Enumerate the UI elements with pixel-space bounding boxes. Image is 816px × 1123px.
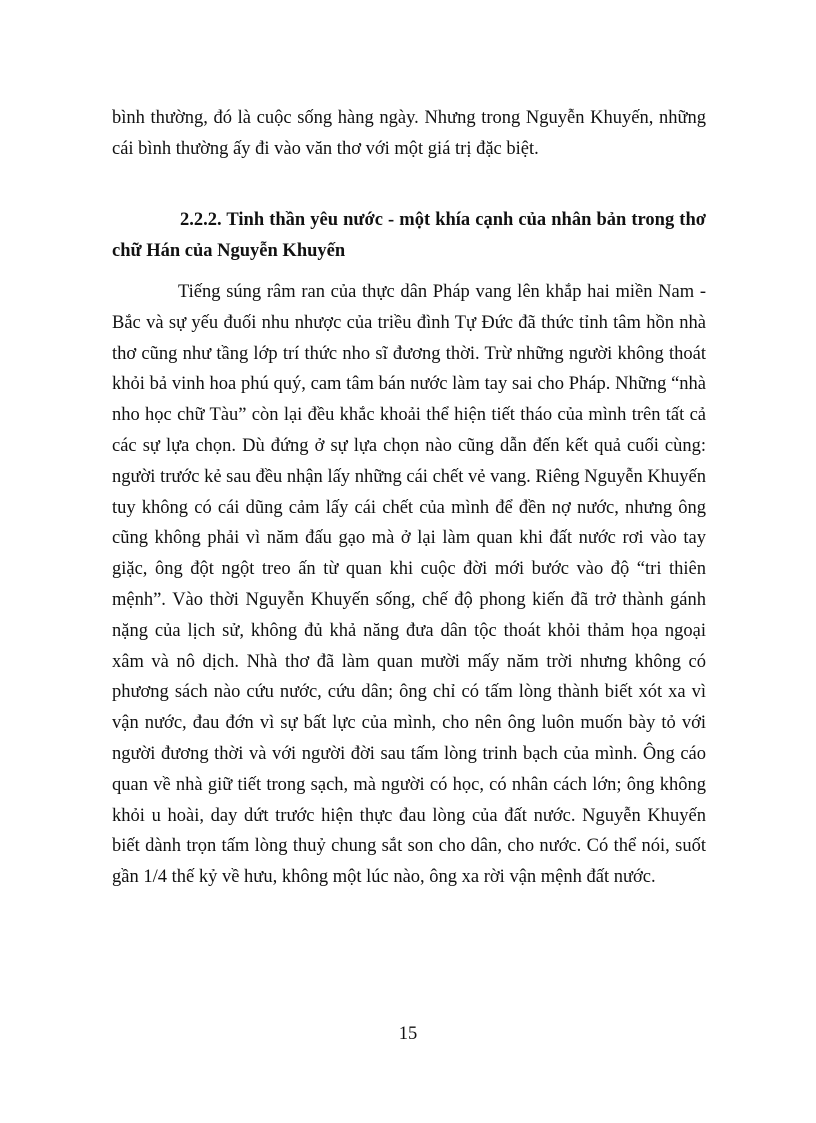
paragraph-continuation: bình thường, đó là cuộc sống hàng ngày. Nhưng trong Nguyễn Khuyến, những cái bình thường ấy đi vào văn thơ với một giá trị đặc biệt. xyxy=(112,108,706,159)
page-number: 15 xyxy=(398,1024,418,1044)
section-heading: 2.2.2. Tinh thần yêu nước - một khía cạnh của nhân bản trong thơ chữ Hán của Nguyễn Khuyến xyxy=(112,210,706,261)
paragraph-main: Tiếng súng râm ran của thực dân Pháp vang lên khắp hai miền Nam - Bắc và sự yếu đuối nhu nhược của triều đình Tự Đức đã thức tỉnh tâm hồn nhà thơ cũng như tầng lớp trí thức nho sĩ đương thời. Trừ những người không thoát khỏi bả vinh hoa phú quý, cam tâm bán nước làm tay sai cho Pháp. Những “nhà nho học chữ Tàu” còn lại đều khắc khoải thể hiện tiết tháo của mình trên tất cả các sự lựa chọn. Dù đứng ở sự lựa chọn nào cũng dẫn đến kết quả cuối cùng: người trước kẻ sau đều nhận lấy những cái chết vẻ vang. Riêng Nguyễn Khuyến tuy không có cái dũng cảm lấy cái chết của mình để đền nợ nước, nhưng ông cũng không phải vì năm đấu gạo mà ở lại làm quan khi đất nước rơi vào tay giặc, ông đột ngột treo ấn từ quan khi cuộc đời mới bước vào độ “tri thiên mệnh”. Vào thời Nguyễn Khuyến sống, chế độ phong kiến đã trở thành gánh nặng của lịch sử, không đủ khả năng đưa dân tộc thoát khỏi thảm họa ngoại xâm và nô dịch. Nhà thơ đã làm quan mười mấy năm trời nhưng không có phương sách nào cứu nước, cứu dân; ông chỉ có tấm lòng thành biết xót xa vì vận nước, đau đớn vì sự bất lực của mình, cho nên ông luôn muốn bày tỏ với người đương thời và với người đời sau tấm lòng trinh bạch của mình. Ông cáo quan về nhà giữ tiết trong sạch, mà người có học, có nhân cách lớn; ông không khỏi u hoài, day dứt trước hiện thực đau lòng của đất nước. Nguyễn Khuyến biết dành trọn tấm lòng thuỷ chung sắt son cho dân, cho nước. Có thể nói, suốt gần 1/4 thế kỷ về hưu, không một lúc nào, ông xa rời vận mệnh đất nước. xyxy=(112,282,706,888)
